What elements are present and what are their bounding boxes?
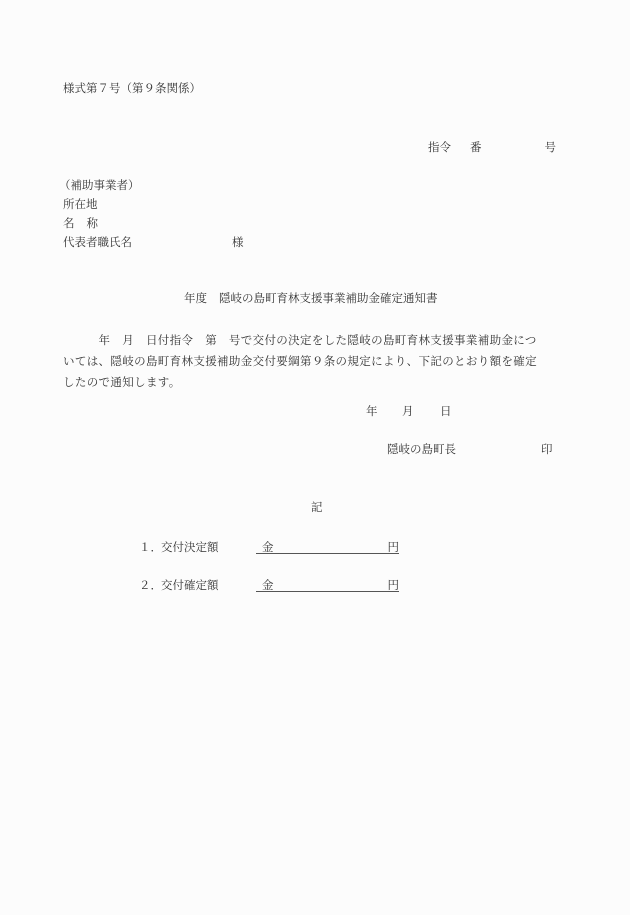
ki-heading: 記: [311, 500, 323, 514]
body-paragraph: [63, 330, 554, 393]
date-line: [366, 406, 458, 420]
recipient-heading: （補助事業者）: [59, 178, 140, 192]
body-line-2: いては、隠岐の島町育林支援補助金交付要綱第９条の規定により、下記のとおり額を確定: [63, 354, 537, 368]
item-label: 交付決定額: [161, 540, 219, 554]
date-year: 年: [366, 404, 378, 418]
date-day: 日: [440, 404, 452, 418]
amount-unit: 円: [387, 540, 399, 554]
representative-label: 代表者職氏名: [63, 235, 132, 249]
item-label: 交付確定額: [161, 578, 219, 592]
seal-mark: 印: [541, 442, 553, 456]
item-number: １．: [139, 540, 162, 554]
body-line-1: 年 月 日付指令 第 号で交付の決定をした隠岐の島町育林支援事業補助金につ: [63, 333, 537, 347]
address-label: 所在地: [63, 197, 98, 211]
document-title: [184, 293, 438, 305]
directive-number-line: [428, 142, 556, 156]
directive-ban: 番: [470, 140, 482, 154]
amount-prefix: 金: [262, 540, 274, 554]
form-number: 様式第７号（第９条関係）: [63, 81, 201, 95]
directive-go: 号: [544, 140, 556, 154]
item-number: ２．: [139, 578, 162, 592]
title-year-label: 年度: [184, 291, 207, 305]
issuer-name: 隠岐の島町長: [387, 442, 456, 456]
amount-unit: 円: [387, 578, 399, 592]
name-label-char-1: 名: [63, 216, 75, 230]
name-label-char-2: 称: [86, 216, 98, 230]
date-month: 月: [402, 404, 414, 418]
amount-field: [256, 539, 399, 554]
amount-field: [256, 577, 399, 592]
title-main: 隠岐の島町育林支援事業補助金確定通知書: [219, 291, 438, 305]
name-label: [63, 218, 98, 230]
amount-prefix: 金: [262, 578, 274, 592]
body-line-3: したので通知します。: [63, 375, 181, 389]
honorific: 様: [232, 235, 244, 249]
directive-label: 指令: [428, 140, 451, 154]
